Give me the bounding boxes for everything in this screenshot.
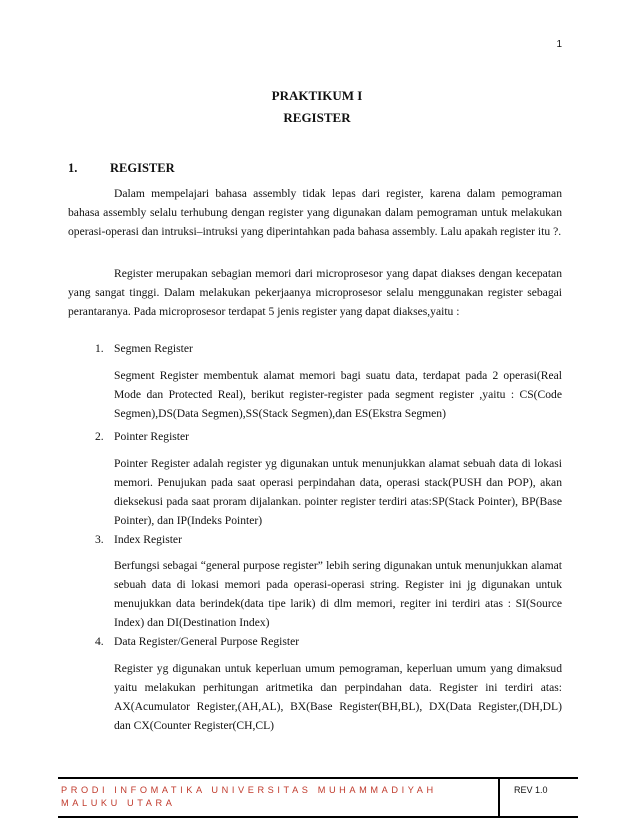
list-item-title [95, 635, 299, 648]
paragraph [68, 184, 562, 241]
list-item-body: Segment Register membentuk alamat memori bagi suatu data, terdapat pada 2 operasi(Real Mode dan Protected Real), berikut register-register pada segment register ,yaitu : CS(Code Segmen),DS(Data Segmen),SS(Stack Segmen),dan ES(Ekstra Segmen) [114, 369, 562, 420]
list-item-number: 3. [95, 533, 104, 546]
section-number: 1. [68, 161, 78, 175]
list-item-number: 2. [95, 430, 104, 443]
page-number: 1 [556, 39, 562, 50]
paragraph-text: Register merupakan sebagian memori dari microprosesor yang dapat diakses dengan kecepatan yang sangat tinggi. Dalam melakukan pekerjaanya microprosesor selalu menggunakan register sebagai perantaranya. Pada microprosesor terdapat 5 jenis register yang dapat diakses,yaitu : [68, 267, 562, 318]
list-item-body: Pointer Register adalah register yg digunakan untuk menunjukkan alamat sebuah data di lokasi memori. Penujukan pada saat operasi perpindahan data, operasi stack(PUSH dan POP), akan dieksekusi pada saat proram dijalankan. pointer register terdiri atas:SP(Stack Pointer), BP(Base Pointer), dan IP(Indeks Pointer) [114, 457, 562, 527]
footer-revision: REV 1.0 [514, 785, 548, 795]
list-item-title-text: Index Register [114, 533, 182, 546]
paragraph [68, 264, 562, 321]
list-item-title-text: Pointer Register [114, 430, 190, 443]
paragraph-text: Dalam mempelajari bahasa assembly tidak lepas dari register, karena dalam pemograman bahasa assembly selalu terhubung dengan register yang digunakan dalam pemograman untuk melakukan operasi-operasi dan intruksi–intruksi yang diperintahkan pada bahasa assembly. Lalu apakah register itu ?. [68, 187, 562, 238]
list-item-title [95, 533, 182, 546]
list-item-body: Register yg digunakan untuk keperluan umum pemograman, keperluan umum yang dimaksud yaitu melakukan perhitungan aritmetika dan perpindahan data. Register ini terdiri atas: AX(Acumulator Register,(AH,AL), BX(Base Register(BH,BL), DX(Data Register,(DH,DL) dan CX(Counter Register(CH,CL) [114, 662, 562, 732]
list-item-body: Berfungsi sebagai “general purpose register” lebih sering digunakan untuk menunjukkan alamat sebuah data di lokasi memori pada operasi-operasi string. Register ini jg digunakan untuk menujukkan data berindek(data tipe larik) di dlm memori, regiter ini terdiri atas : SI(Source Index) dan DI(Destination Index) [114, 559, 562, 629]
section-heading [68, 161, 175, 176]
section-heading-text: REGISTER [110, 161, 175, 175]
list-item-title [95, 342, 193, 355]
list-item-title [95, 430, 189, 443]
list-item-number: 4. [95, 635, 104, 648]
document-title: PRAKTIKUM I [271, 88, 363, 103]
list-item-title-text: Data Register/General Purpose Register [114, 635, 300, 648]
footer-institution: PRODI INFOMATIKA UNIVERSITAS MUHAMMADIYAH MALUKU UTARA [58, 779, 500, 816]
document-subtitle: REGISTER [283, 110, 351, 125]
list-item-title-text: Segmen Register [114, 342, 193, 355]
list-item-number: 1. [95, 342, 104, 355]
page-footer [58, 777, 578, 818]
